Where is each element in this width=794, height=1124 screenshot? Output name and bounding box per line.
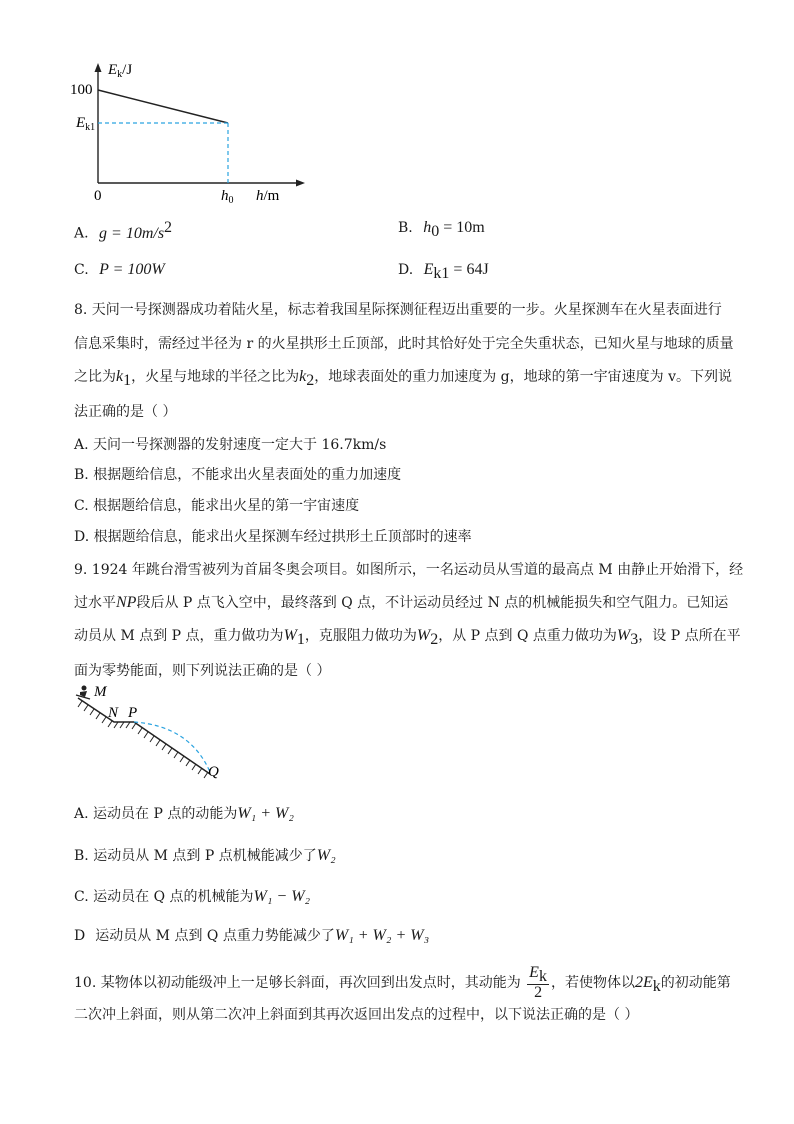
ek-line: [98, 90, 228, 123]
q9-stem-line2: 过水平NP段后从 P 点飞入空中，最终落到 Q 点，不计运动员经过 N 点的机械能损失和空气阻力。已知运: [74, 594, 729, 611]
q10-fraction: $\frac{E_k}{2}$: [529, 963, 547, 1002]
q8-option-a[interactable]: A. 天问一号探测器的发射速度一定大于 16.7km/s: [74, 437, 387, 453]
q8-option-d[interactable]: D. 根据题给信息，能求出火星探测车经过拱形土丘顶部时的速率: [74, 529, 472, 545]
q7-option-b[interactable]: [398, 219, 485, 241]
slope-hatching: [78, 701, 208, 778]
x-tick-h0: $h_0$: [221, 188, 234, 206]
q7-option-d-var: E: [423, 261, 434, 278]
q7-option-a-sup: 2: [164, 219, 173, 236]
skier-icon: [76, 686, 90, 700]
q7-option-b-value: = 10m: [439, 219, 485, 236]
fig-label-m: M: [94, 684, 107, 700]
q7-option-c-formula: P = 100W: [99, 261, 165, 278]
q8-stem-line3: 之比为$k_1$，火星与地球的半径之比为$k_2$，地球表面处的重力加速度为 g，地球的第一宇宙速度为 v。下列说: [74, 368, 732, 389]
q9-stem-line3: 动员从 M 点到 P 点，重力做功为$W_1$，克服阻力做功为$W_2$，从 P 点到 Q 点重力做功为$W_3$，设 P 点所在平: [74, 627, 741, 648]
q9-option-d[interactable]: D 运动员从 M 点到 Q 点重力势能减少了W₁ + W₂ + W₃: [74, 927, 430, 944]
fig-label-p: P: [128, 705, 138, 721]
q7-option-b-var: h: [423, 219, 432, 236]
q7-option-c-letter: C.: [74, 262, 89, 278]
q7-option-a-formula: g = 10m/s: [99, 224, 165, 242]
q7-option-d[interactable]: [398, 261, 489, 283]
q9-stem-line4: 面为零势能面，则下列说法正确的是（ ）: [74, 663, 331, 679]
q8-stem-line2: 信息采集时，需经过半径为 r 的火星拱形土丘顶部，此时其恰好处于完全失重状态，已知火星与地球的质量: [74, 336, 734, 352]
q9-option-a[interactable]: A. 运动员在 P 点的动能为W₁ + W₂: [74, 805, 294, 822]
q7-option-c[interactable]: [74, 261, 165, 279]
q8-option-c[interactable]: C. 根据题给信息，能求出火星的第一宇宙速度: [74, 498, 360, 514]
q7-option-a[interactable]: [74, 219, 172, 243]
q9-stem-line1: 9. 1924 年跳台滑雪被列为首届冬奥会项目。如图所示，一名运动员从雪道的最高点 M 由静止开始滑下，经: [74, 562, 744, 578]
q10-stem-line1: 10. 某物体以初动能级冲上一足够长斜面，再次回到出发点时，其动能为 $\frac{E_k}{2}$ ，若使物体以$2E_k$的初动能第: [74, 963, 731, 1002]
fig-label-n: N: [108, 705, 119, 721]
q8-stem-line4: 法正确的是（ ）: [74, 404, 177, 420]
q9-option-c[interactable]: C. 运动员在 Q 点的机械能为W₁ − W₂: [74, 888, 311, 905]
q7-option-a-letter: A.: [74, 225, 89, 242]
slope-surface: [78, 698, 210, 774]
origin-label: 0: [94, 188, 102, 204]
y-axis-label: $E_k/J$: [108, 62, 133, 80]
fig-label-q: Q: [208, 764, 219, 780]
q10-stem-line2: 二次冲上斜面，则从第二次冲上斜面到其再次返回出发点的过程中，以下说法正确的是（ ）: [74, 1007, 639, 1023]
x-axis-arrow: [296, 180, 305, 187]
q7-option-b-letter: B.: [398, 220, 413, 236]
q9-option-b[interactable]: B. 运动员从 M 点到 P 点机械能减少了W₂: [74, 847, 336, 864]
y-axis-arrow: [95, 63, 102, 72]
y-tick-100: 100: [70, 82, 93, 98]
x-axis-label: h/m: [256, 188, 280, 204]
q7-option-d-value: = 64J: [449, 261, 489, 278]
q7-option-d-letter: D.: [398, 262, 414, 278]
q7-option-d-sub: k1: [433, 264, 450, 282]
q8-stem-line1: 8. 天问一号探测器成功着陆火星，标志着我国星际探测征程迈出重要的一步。火星探测车在火星表面进行: [74, 302, 722, 318]
ek-h-graph: [70, 58, 310, 208]
q7-option-b-sub: 0: [431, 222, 440, 240]
ski-jump-figure: [70, 682, 240, 792]
q8-option-b[interactable]: B. 根据题给信息，不能求出火星表面处的重力加速度: [74, 467, 402, 483]
y-tick-ek1: $E_{k1}$: [76, 115, 96, 133]
